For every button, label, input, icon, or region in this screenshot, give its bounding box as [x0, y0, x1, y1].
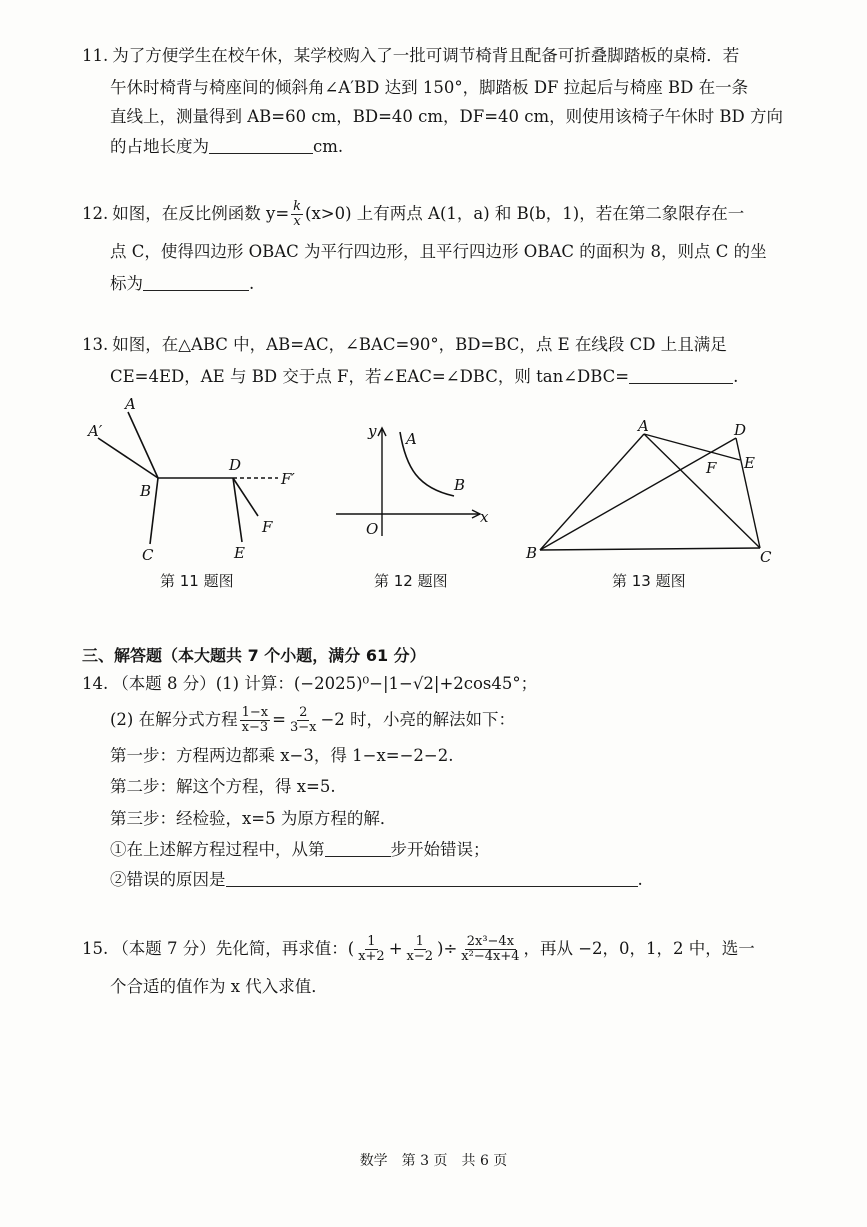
- fig13-caption: 第 13 题图: [612, 572, 686, 590]
- fig13-label-D: D: [734, 421, 747, 439]
- q14-step3: 第三步：经检验，x=5 为原方程的解．: [110, 809, 397, 828]
- fig11-label-A: A: [125, 395, 136, 413]
- section-3-heading: 三、解答题（本大题共 7 个小题，满分 61 分）: [82, 646, 426, 665]
- q15-fraction-c: $\frac{\text{2x³−4x}}{\text{x²−4x+4}}$: [461, 934, 520, 964]
- q14-step-blank[interactable]: [325, 840, 391, 857]
- fig12-label-y: y: [368, 422, 377, 440]
- q12-line1: 12. 如图，在反比例函数 y= $\frac{k}{x}$ (x>0) 上有两点 A(1，a) 和 B(b，1)，若在第二象限存在一: [82, 199, 745, 229]
- q15-fraction-a: $\frac{1}{x+2}$: [358, 934, 385, 964]
- q11-line2: 午休时椅背与椅座间的倾斜角∠A′BD 达到 150°，脚踏板 DF 拉起后与椅座 BD 在一条: [110, 78, 749, 97]
- q14-fraction-2: $\frac{2}{3-x}$: [289, 705, 317, 735]
- fig11-label-C: C: [142, 546, 154, 564]
- figure-11: [80, 392, 320, 572]
- q14-sub1: ①在上述解方程过程中，从第 步开始错误；: [110, 840, 490, 859]
- fig11-label-A2: A′: [88, 422, 103, 440]
- fig11-label-D: D: [229, 456, 242, 474]
- fig11-caption: 第 11 题图: [160, 572, 234, 590]
- fig11-segment-BC: [150, 478, 158, 544]
- q14-step2: 第二步：解这个方程，得 x=5.: [110, 777, 336, 796]
- fig11-label-B: B: [140, 482, 152, 500]
- fig13-segment-BD: [540, 438, 736, 550]
- q14-line2: (2) 在解分式方程 $\frac{1-x}{x-3}$ = $\frac{2}{3-x}$ −2 时，小亮的解法如下：: [110, 705, 516, 735]
- q15-line1: 15. （本题 7 分）先化简，再求值：( $\frac{1}{x+2}$ + $\frac{1}{x-2}$ )÷ $\frac{\text{2x³−4x}}{\text{x²−4x+4}}$ ，再从 −2，0，1，2 中，选一: [82, 934, 755, 964]
- fig13-segment-BC: [540, 548, 760, 550]
- figure-12: [330, 418, 500, 548]
- q13-line2: CE=4ED，AE 与 BD 交于点 F，若∠EAC=∠DBC，则 tan∠DBC= .: [110, 367, 739, 386]
- fig13-label-A: A: [638, 418, 649, 435]
- q11-line3: 直线上，测量得到 AB=60 cm，BD=40 cm，DF=40 cm，则使用该椅子午休时 BD 方向: [110, 107, 784, 126]
- fig13-label-C: C: [760, 548, 772, 566]
- q14-line1: 14. （本题 8 分）(1) 计算：(−2025)⁰−|1−√2|+2cos45°；: [82, 674, 538, 693]
- q13-line1: 13. 如图，在△ABC 中，AB=AC，∠BAC=90°，BD=BC，点 E 在线段 CD 上且满足: [82, 335, 727, 354]
- page-footer: 数学 第 3 页 共 6 页: [359, 1153, 508, 1169]
- q12-line2: 点 C，使得四边形 OBAC 为平行四边形，且平行四边形 OBAC 的面积为 8，则点 C 的坐: [110, 242, 767, 261]
- q12-answer-blank[interactable]: [143, 274, 249, 291]
- fig12-label-x: x: [480, 508, 489, 526]
- fig13-label-F: F: [706, 459, 717, 477]
- q15-fraction-b: $\frac{1}{x-2}$: [406, 934, 434, 964]
- fig12-label-A: A: [406, 430, 417, 448]
- q12-line3: 标为 .: [110, 274, 255, 293]
- fig12-caption: 第 12 题图: [374, 572, 448, 590]
- q11-answer-blank[interactable]: [209, 137, 313, 154]
- q14-reason-blank[interactable]: [226, 870, 638, 887]
- q12-k-over-x: $\frac{k}{x}$: [293, 199, 302, 229]
- fig11-segment-DE: [233, 478, 242, 542]
- fig13-segment-AE: [644, 434, 740, 460]
- q14-sub2: ②错误的原因是 .: [110, 870, 643, 889]
- fig12-label-O: O: [366, 520, 379, 538]
- fig13-segment-AC: [644, 434, 760, 548]
- fig11-label-F2: F′: [281, 470, 295, 488]
- fig13-segment-AB: [540, 434, 644, 550]
- q11-line1: 11. 为了方便学生在校午休，某学校购入了一批可调节椅背且配备可折叠脚踏板的桌椅．若: [82, 46, 740, 65]
- fig11-label-E: E: [234, 544, 245, 562]
- q15-line2: 个合适的值作为 x 代入求值．: [110, 977, 328, 996]
- fig11-label-F: F: [262, 518, 273, 536]
- q13-answer-blank[interactable]: [629, 367, 733, 384]
- q11-line4: 的占地长度为 cm.: [110, 137, 344, 156]
- figure-13: [520, 418, 780, 568]
- q14-step1: 第一步：方程两边都乘 x−3，得 1−x=−2−2.: [110, 746, 454, 765]
- fig12-label-B: B: [454, 476, 466, 494]
- fig13-label-E: E: [744, 454, 755, 472]
- q14-fraction-1: $\frac{1-x}{x-3}$: [241, 705, 269, 735]
- fig13-label-B: B: [526, 544, 538, 562]
